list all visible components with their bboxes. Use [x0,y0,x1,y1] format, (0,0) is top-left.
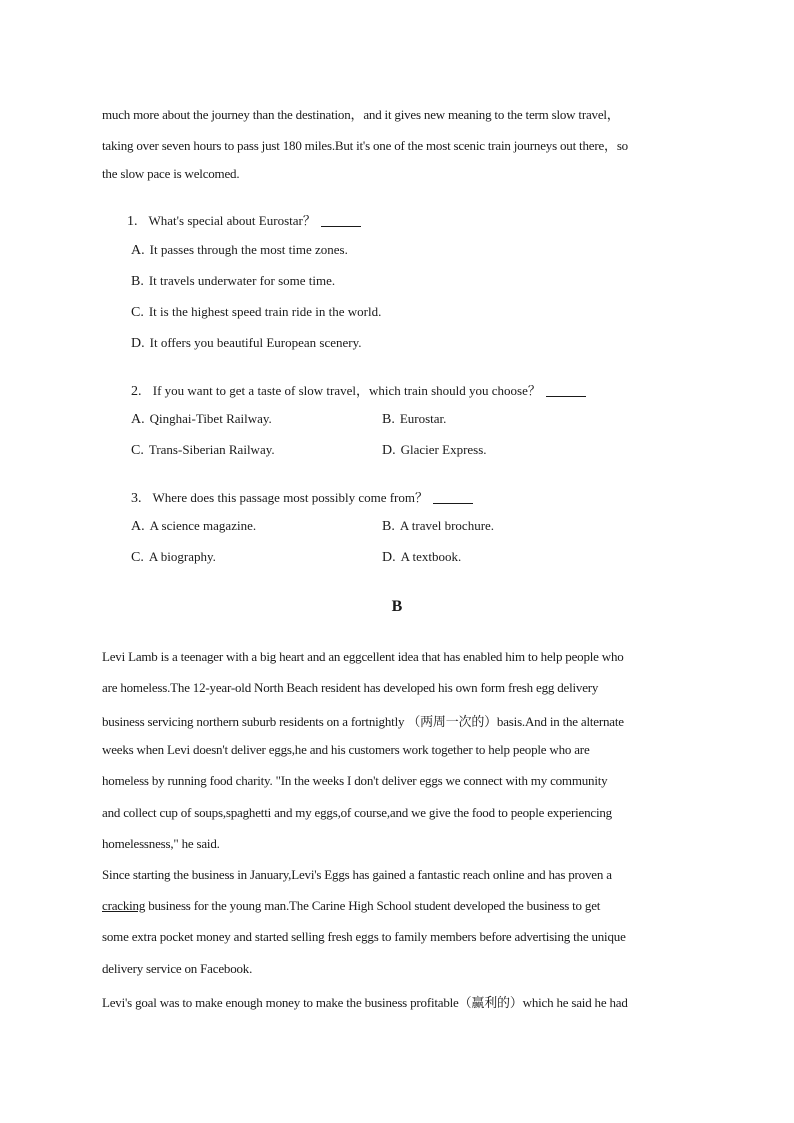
q3-option-c[interactable] [131,549,216,566]
passage-a-line-1: much more about the journey than the destination，and it gives new meaning to the term slow travel， [102,107,620,122]
q3-option-b-letter: B. [382,519,395,534]
q1-option-d[interactable] [131,335,362,352]
passage-b-line-4: weeks when Levi doesn't deliver eggs,he and his customers work together to help people who are [102,742,590,757]
q2-option-c-text: Trans-Siberian Railway. [148,442,275,457]
passage-b-line-3: business servicing northern suburb residents on a fortnightly （两周一次的）basis.And in the alternate [102,714,624,729]
q2-option-b-letter: B. [382,412,395,427]
passage-b-line-1: Levi Lamb is a teenager with a big heart and an eggcellent idea that has enabled him to help people who [102,649,624,664]
q3-option-b-text: A travel brochure. [399,518,495,533]
q2-option-b-text: Eurostar. [399,411,447,426]
question-3-text: Where does this passage most possibly come from？ [152,490,428,505]
passage-b-line-10: some extra pocket money and started selling fresh eggs to family members before advertising the unique [102,929,626,944]
q1-option-a-letter: A. [131,243,145,258]
passage-b-line-9-rest: business for the young man.The Carine High School student developed the business to get [145,898,601,913]
q3-option-c-letter: C. [131,550,144,565]
q1-option-c-text: It is the highest speed train ride in the world. [148,304,382,319]
q2-option-d[interactable] [382,442,487,459]
q2-option-c[interactable] [131,442,275,459]
q2-option-a-letter: A. [131,412,145,427]
question-2-text: If you want to get a taste of slow travel，which train should you choose？ [152,383,541,398]
q3-option-a-text: A science magazine. [149,518,257,533]
q3-option-d-text: A textbook. [400,549,462,564]
q1-option-b-letter: B. [131,274,144,289]
q3-option-b[interactable] [382,518,494,535]
q1-option-a[interactable] [131,242,348,259]
q1-option-d-text: It offers you beautiful European scenery. [149,335,362,350]
answer-blank-1[interactable] [321,226,361,227]
q1-option-c-letter: C. [131,305,144,320]
passage-a-line-2: taking over seven hours to pass just 180 miles.But it's one of the most scenic train journeys out there，so [102,138,628,153]
passage-b-line-7: homelessness," he said. [102,836,220,851]
question-1-text: What's special about Eurostar？ [148,213,316,228]
question-2 [131,380,586,400]
q1-option-b[interactable] [131,273,335,290]
q1-option-d-letter: D. [131,336,145,351]
passage-b-line-9 [102,898,600,914]
question-3-number: 3. [131,491,142,506]
answer-blank-2[interactable] [546,396,586,397]
passage-b-line-11: delivery service on Facebook. [102,961,253,976]
q3-option-a-letter: A. [131,519,145,534]
underlined-word: cracking [102,898,146,913]
q2-option-d-letter: D. [382,443,396,458]
answer-blank-3[interactable] [433,503,473,504]
section-heading: B [391,598,403,615]
q2-option-d-text: Glacier Express. [400,442,487,457]
passage-b-line-12: Levi's goal was to make enough money to make the business profitable（赢利的）which he said he had [102,995,628,1010]
passage-a-line-3: the slow pace is welcomed. [102,166,240,181]
question-1 [127,210,361,230]
q2-option-a[interactable] [131,411,272,428]
q2-option-a-text: Qinghai-Tibet Railway. [149,411,272,426]
q3-option-d-letter: D. [382,550,396,565]
q1-option-c[interactable] [131,304,381,321]
passage-b-line-6: and collect cup of soups,spaghetti and my eggs,of course,and we give the food to people experiencing [102,805,612,820]
q3-option-c-text: A biography. [148,549,216,564]
question-1-number: 1. [127,214,138,229]
q2-option-b[interactable] [382,411,446,428]
q3-option-a[interactable] [131,518,256,535]
q1-option-b-text: It travels underwater for some time. [148,273,336,288]
question-3 [131,487,473,507]
question-2-number: 2. [131,384,142,399]
q1-option-a-text: It passes through the most time zones. [149,242,348,257]
q2-option-c-letter: C. [131,443,144,458]
passage-b-line-2: are homeless.The 12-year-old North Beach resident has developed his own form fresh egg delivery [102,680,599,695]
q3-option-d[interactable] [382,549,461,566]
passage-b-line-5: homeless by running food charity. "In the weeks I don't deliver eggs we connect with my community [102,773,608,788]
passage-b-line-8: Since starting the business in January,Levi's Eggs has gained a fantastic reach online and has proven a [102,867,612,882]
